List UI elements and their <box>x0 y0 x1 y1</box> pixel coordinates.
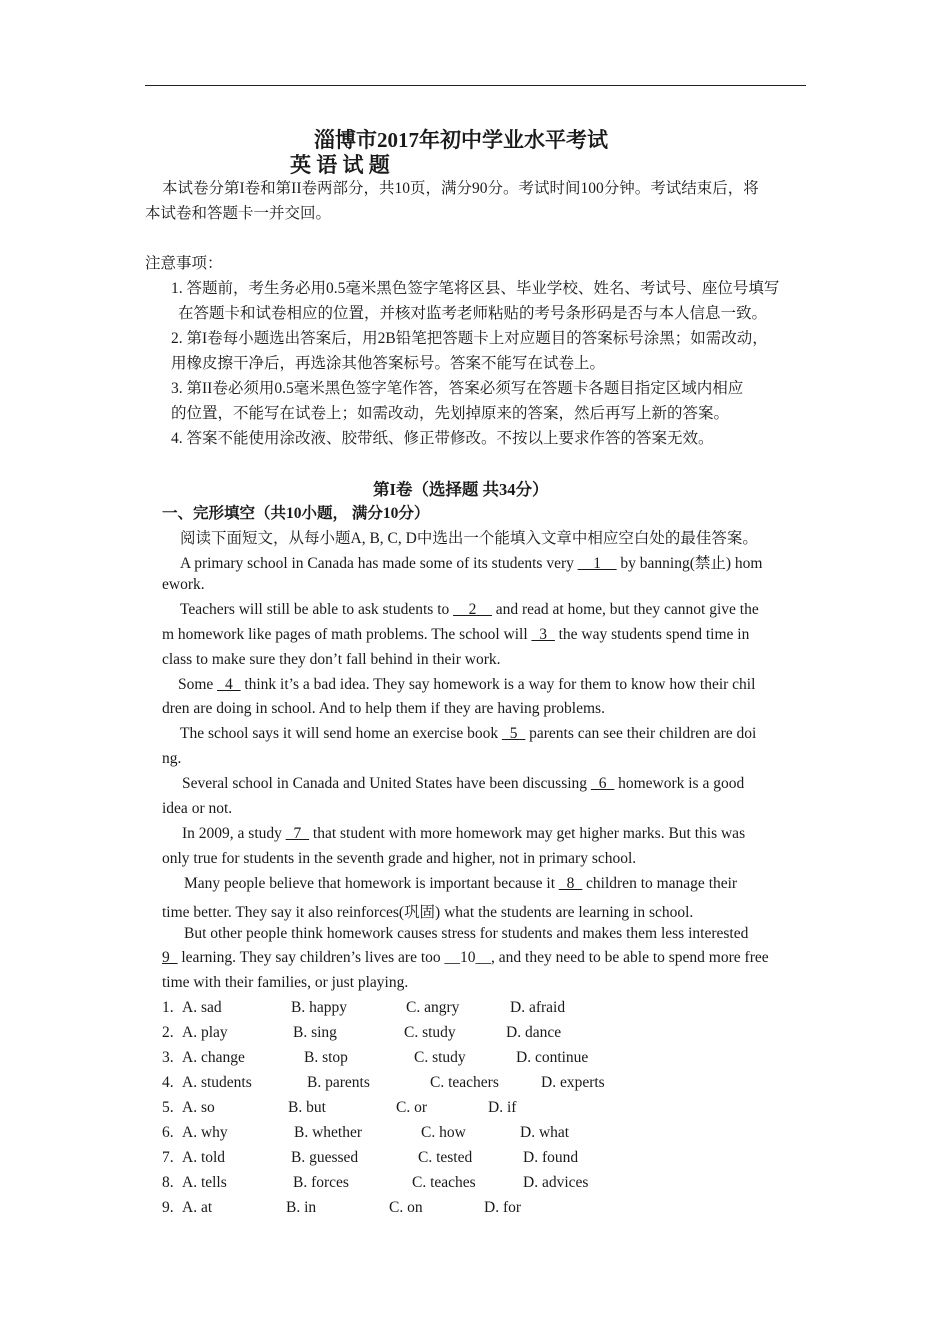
option-b: B. but <box>288 1098 326 1116</box>
question-number: 8. <box>162 1173 174 1191</box>
option-a: A. why <box>182 1123 228 1141</box>
question-number: 7. <box>162 1148 174 1166</box>
passage-text: think it’s a bad idea. They say homework is a way for them to know how their chil <box>240 675 756 693</box>
passage-text: But other people think homework causes stress for students and makes them less interested <box>184 924 749 942</box>
note-line: 用橡皮擦干净后，再选涂其他答案标号。答案不能写在试卷上。 <box>171 355 606 372</box>
top-rule <box>145 85 806 86</box>
question-number: 4. <box>162 1073 174 1091</box>
passage-line <box>162 576 205 594</box>
part-heading: 一、完形填空（共10小题， 满分10分） <box>162 505 430 522</box>
option-b: B. guessed <box>291 1148 359 1166</box>
passage-text: idea or not. <box>162 800 233 817</box>
passage-text: the way students spend time in <box>554 625 750 643</box>
option-c: C. angry <box>406 999 460 1016</box>
option-c: C. teachers <box>430 1073 499 1091</box>
question-number: 5. <box>162 1098 174 1116</box>
passage-text: time better. They say it also reinforces(巩固) what the students are learning in school. <box>162 903 694 921</box>
cloze-blank: 9_ <box>162 949 178 967</box>
question-number: 9. <box>162 1198 174 1216</box>
option-c: C. teaches <box>412 1173 476 1191</box>
option-c: C. study <box>404 1023 456 1041</box>
note-line: 1. 答题前，考生务必用0.5毫米黑色签字笔将区县、毕业学校、姓名、考试号、座位号填写 <box>171 280 780 297</box>
passage-text: Many people believe that homework is important because it <box>184 874 559 892</box>
passage-text: The school says it will send home an exercise book <box>180 725 502 743</box>
option-b: B. whether <box>294 1123 363 1141</box>
passage-line <box>162 800 232 818</box>
passage-text: In 2009, a study <box>182 824 286 842</box>
option-d: D. afraid <box>510 999 566 1016</box>
passage-text: children to manage their <box>582 874 738 892</box>
option-b: B. parents <box>307 1073 370 1091</box>
passage-line <box>180 601 759 619</box>
option-c: C. study <box>414 1048 466 1066</box>
cloze-blank: __1__ <box>577 555 617 572</box>
page-title: 淄博市2017年初中学业水平考试 <box>314 128 608 152</box>
question-number: 1. <box>162 999 174 1016</box>
option-a: A. students <box>182 1073 252 1091</box>
option-a: A. at <box>182 1198 213 1216</box>
passage-text: A primary school in Canada has made some of its students very <box>180 555 578 572</box>
option-a: A. sad <box>182 999 222 1016</box>
option-b: B. sing <box>293 1023 337 1041</box>
option-d: D. dance <box>506 1023 562 1041</box>
section-heading: 第I卷（选择题 共34分） <box>373 480 549 499</box>
note-line: 的位置，不能写在试卷上；如需改动，先划掉原来的答案，然后再写上新的答案。 <box>171 405 730 422</box>
option-d: D. found <box>523 1148 579 1166</box>
passage-line <box>162 974 408 992</box>
option-d: D. experts <box>541 1073 605 1091</box>
cloze-blank: _6_ <box>590 775 615 793</box>
passage-line <box>182 775 744 793</box>
cloze-blank: _8_ <box>558 874 583 892</box>
option-d: D. continue <box>516 1048 589 1066</box>
part-instruction: 阅读下面短文，从每小题A, B, C, D中选出一个能填入文章中相应空白处的最佳答案。 <box>180 530 758 547</box>
passage-text: Teachers will still be able to ask students to <box>180 600 454 618</box>
question-number: 2. <box>162 1023 174 1041</box>
passage-line <box>162 626 749 644</box>
passage-text: time with their families, or just playing. <box>162 974 409 992</box>
passage-line <box>162 850 636 868</box>
option-b: B. happy <box>291 999 347 1016</box>
passage-text: Some <box>178 675 218 693</box>
passage-text: ng. <box>162 750 182 768</box>
option-b: B. in <box>286 1198 317 1216</box>
cloze-blank: _7_ <box>285 824 310 842</box>
option-a: A. so <box>182 1098 215 1116</box>
notes-heading: 注意事项： <box>145 255 223 272</box>
cloze-blank: _5_ <box>501 725 526 743</box>
passage-line <box>180 551 762 573</box>
passage-line <box>162 750 181 768</box>
passage-text: parents can see their children are doi <box>525 725 757 743</box>
option-c: C. tested <box>418 1148 473 1166</box>
passage-line <box>162 700 605 718</box>
question-number: 3. <box>162 1048 174 1066</box>
passage-line <box>184 875 737 893</box>
page-subtitle: 英 语 试 题 <box>290 153 390 177</box>
passage-text: by banning(禁止) hom <box>616 555 763 572</box>
option-b: B. forces <box>293 1173 349 1191</box>
note-line: 2. 第I卷每小题选出答案后，用2B铅笔把答题卡上对应题目的答案标号涂黑；如需改动， <box>171 330 768 347</box>
passage-line <box>184 925 748 943</box>
cloze-blank: _3_ <box>531 625 555 643</box>
passage-text: m homework like pages of math problems. The school will <box>162 625 532 643</box>
option-c: C. on <box>389 1198 423 1216</box>
passage-line <box>178 676 755 694</box>
passage-text: Several school in Canada and United States have been discussing <box>182 775 591 793</box>
passage-text: dren are doing in school. And to help them if they are having problems. <box>162 700 605 718</box>
cloze-blank: _4_ <box>217 675 241 693</box>
passage-text: that student with more homework may get higher marks. But this was <box>309 824 746 842</box>
option-d: D. for <box>484 1198 522 1216</box>
passage-line <box>162 900 693 922</box>
passage-line <box>162 949 769 967</box>
option-d: D. if <box>488 1098 517 1116</box>
passage-text: ework. <box>162 575 205 593</box>
passage-line <box>180 725 756 743</box>
option-d: D. what <box>520 1123 570 1141</box>
option-a: A. tells <box>182 1173 227 1191</box>
option-d: D. advices <box>523 1173 589 1191</box>
passage-text: class to make sure they don’t fall behind in their work. <box>162 650 501 668</box>
passage-text: and read at home, but they cannot give the <box>491 600 759 618</box>
note-line: 在答题卡和试卷相应的位置，并核对监考老师粘贴的考号条形码是否与本人信息一致。 <box>178 305 768 322</box>
intro-line-1: 本试卷分第I卷和第II卷两部分，共10页，满分90分。考试时间100分钟。考试结束后，将 <box>162 180 759 197</box>
option-a: A. change <box>182 1048 245 1066</box>
option-c: C. or <box>396 1098 427 1116</box>
passage-line <box>182 825 745 843</box>
question-number: 6. <box>162 1123 174 1141</box>
note-line: 4. 答案不能使用涂改液、胶带纸、修正带修改。不按以上要求作答的答案无效。 <box>171 430 714 447</box>
option-a: A. play <box>182 1023 228 1041</box>
passage-text: homework is a good <box>614 775 745 793</box>
passage-text: learning. They say children’s lives are too __10__, and they need to be able to spend more free <box>177 949 769 967</box>
note-line: 3. 第II卷必须用0.5毫米黑色签字笔作答，答案必须写在答题卡各题目指定区域内相应 <box>171 380 744 397</box>
passage-text: only true for students in the seventh grade and higher, not in primary school. <box>162 849 637 867</box>
cloze-blank: __2__ <box>453 600 492 618</box>
intro-line-2: 本试卷和答题卡一并交回。 <box>145 205 332 222</box>
option-a: A. told <box>182 1148 226 1166</box>
passage-line <box>162 651 500 669</box>
option-c: C. how <box>421 1123 466 1141</box>
option-b: B. stop <box>304 1048 348 1066</box>
